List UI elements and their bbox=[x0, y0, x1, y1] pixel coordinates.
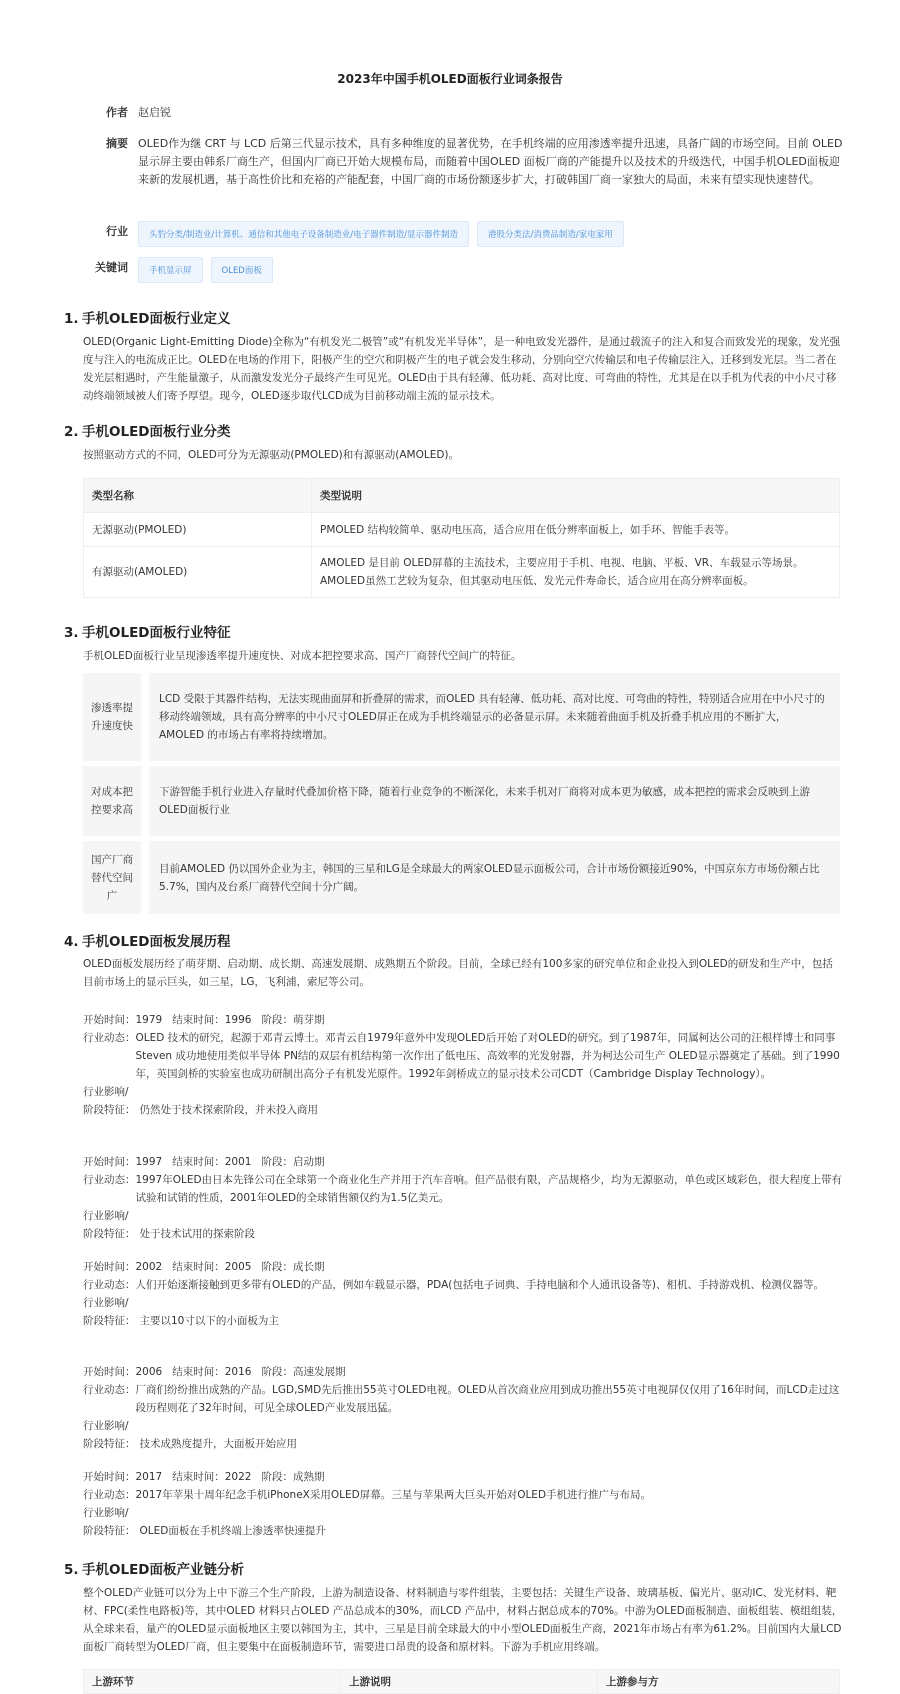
keyword-tag[interactable]: OLED面板 bbox=[211, 257, 273, 283]
history-stage bbox=[83, 1363, 843, 1453]
table-header: 类型说明 bbox=[312, 479, 840, 513]
feature-text: LCD 受限于其器件结构，无法实现曲面屏和折叠屏的需求，而OLED 具有轻薄、低功耗、高对比度、可弯曲的特性，特别适合应用在中小尺寸的移动终端领域，具有高分辨率的中小尺寸OLED屏正在成为手机终端显示的必备显示屏。未来随着曲面手机及折叠手机应用的不断扩大，AMOLED 的市场占有率将持续增加。 bbox=[149, 673, 840, 761]
summary-label: 摘要 bbox=[106, 137, 128, 150]
classification-table bbox=[83, 478, 840, 598]
feature-row bbox=[83, 673, 840, 761]
section-1-body: OLED(Organic Light-Emitting Diode)全称为“有机发光二极管”或“有机发光半导体”，是一种电致发光器件，是通过载流子的注入和复合而致发光的现象，发光强度与注入的电流成正比。OLED在电场的作用下，阳极产生的空穴和阴极产生的电子就会发生移动，分别向空穴传输层和电子传输层注入，迁移到发光层。当二者在发光层相遇时，产生能量激子，从而激发发光分子最终产生可见光。OLED由于具有轻薄、低功耗、高对比度、可弯曲的特性，尤其是在以手机为代表的中小尺寸移动终端领域被人们寄予厚望。现今，OLED逐步取代LCD成为目前移动端主流的显示技术。 bbox=[83, 336, 841, 402]
stage-impact: 行业影响/ bbox=[83, 1297, 129, 1309]
stage-feature: 阶段特征： 主要以10寸以下的小面板为主 bbox=[83, 1315, 279, 1327]
stage-phase: 启动期 bbox=[293, 1156, 325, 1168]
section-title: 手机OLED面板发展历程 bbox=[82, 934, 231, 950]
table-header-row bbox=[84, 479, 840, 513]
stage-start: 2002 bbox=[135, 1261, 163, 1273]
stage-impact: 行业影响/ bbox=[83, 1420, 129, 1432]
stage-phase: 成熟期 bbox=[293, 1471, 325, 1483]
stage-dynamic: 行业动态： 厂商们纷纷推出成熟的产品。LGD,SMD先后推出55英寸OLED电视。OLED从首次商业应用到成功推出55英寸电视屏仅仅用了16年时间，而LCD走过这段历程则花了32年时间，可见全球OLED产业发展迅猛。 bbox=[83, 1384, 840, 1414]
stage-feature: 阶段特征： 处于技术试用的探索阶段 bbox=[83, 1228, 255, 1240]
stage-impact: 行业影响/ bbox=[83, 1086, 129, 1098]
keywords-row bbox=[77, 257, 837, 283]
stage-feature: 阶段特征： OLED面板在手机终端上渗透率快速提升 bbox=[83, 1525, 326, 1537]
stage-phase: 成长期 bbox=[293, 1261, 325, 1273]
section-3-intro: 手机OLED面板行业呈现渗透率提升速度快、对成本把控要求高、国产厂商替代空间广的特征。 bbox=[83, 650, 522, 662]
summary-row bbox=[83, 135, 843, 189]
stage-end: 2001 bbox=[224, 1156, 252, 1168]
industry-label: 行业 bbox=[106, 225, 128, 238]
table-header: 上游参与方 bbox=[598, 1670, 840, 1694]
summary-text: OLED作为继 CRT 与 LCD 后第三代显示技术，具有多种维度的显著优势，在手机终端的应用渗透率提升迅速，具备广阔的市场空间。目前 OLED 显示屏主要由韩系厂商生产，但国内厂商已开始大规模布局，而随着中国OLED 面板厂商的产能提升以及技术的升级迭代，中国手机OLED面板迎来新的发展机遇，基于高性价比和充裕的产能配套，中国厂商的市场份额逐步扩大，打破韩国厂商一家独大的局面，未来有望实现快速替代。 bbox=[138, 137, 843, 186]
stage-impact: 行业影响/ bbox=[83, 1507, 129, 1519]
stage-end: 2022 bbox=[224, 1471, 252, 1483]
stage-phase: 萌芽期 bbox=[293, 1014, 325, 1026]
section-number: 4. bbox=[64, 934, 79, 950]
table-header: 上游环节 bbox=[84, 1670, 341, 1694]
stage-phase: 高速发展期 bbox=[293, 1366, 346, 1378]
stage-feature: 阶段特征： 技术成熟度提升，大面板开始应用 bbox=[83, 1438, 297, 1450]
stage-period: 开始时间：2006 结束时间：2016 阶段：高速发展期 bbox=[83, 1366, 346, 1378]
feature-text: 目前AMOLED 仍以国外企业为主，韩国的三星和LG是全球最大的两家OLED显示面板公司，合计市场份额接近90%，中国京东方市场份额占比5.7%，国内及台系厂商替代空间十分广阔。 bbox=[149, 841, 840, 914]
feature-row bbox=[83, 766, 840, 836]
table-cell: PMOLED 结构较简单、驱动电压高，适合应用在低分辨率面板上，如手环、智能手表等。 bbox=[312, 513, 840, 547]
section-3-heading bbox=[64, 621, 231, 641]
feature-label: 国产厂商替代空间广 bbox=[83, 841, 141, 914]
section-2-heading bbox=[64, 420, 231, 440]
report-title: 2023年中国手机OLED面板行业词条报告 bbox=[337, 72, 563, 86]
stage-dynamic: 行业动态： OLED 技术的研究，起源于邓青云博士。邓青云自1979年意外中发现OLED后开始了对OLED的研究。到了1987年，同属柯达公司的汪根样博士和同事 Steven 成功地使用类似半导体 PN结的双层有机结构第一次作出了低电压、高效率的光发射器，并为柯达公司生产 OLED显示器奠定了基础。到了1990年，英国剑桥的实验室也成功研制出高分子有机发光原件。1992年剑桥成立的显示技术公司CDT（Cambridge Display Technology）。 bbox=[83, 1032, 840, 1080]
section-title: 手机OLED面板行业分类 bbox=[82, 424, 231, 440]
stage-period: 开始时间：1979 结束时间：1996 阶段：萌芽期 bbox=[83, 1014, 325, 1026]
author-label: 作者 bbox=[106, 106, 128, 119]
table-cell: AMOLED 是目前 OLED屏幕的主流技术，主要应用于手机、电视、电脑、平板、VR、车载显示等场景。AMOLED虽然工艺较为复杂，但其驱动电压低、发光元件寿命长，适合应用在高分辨率面板。 bbox=[312, 547, 840, 598]
author-name: 赵启锐 bbox=[138, 106, 171, 119]
author-row bbox=[83, 104, 843, 122]
feature-label: 对成本把控要求高 bbox=[83, 766, 141, 836]
section-title: 手机OLED面板行业定义 bbox=[82, 311, 231, 327]
history-stage bbox=[83, 1258, 843, 1330]
keywords-label: 关键词 bbox=[95, 261, 128, 274]
stage-start: 2006 bbox=[135, 1366, 163, 1378]
table-cell: 有源驱动(AMOLED) bbox=[84, 547, 312, 598]
stage-end: 2016 bbox=[224, 1366, 252, 1378]
stage-end: 2005 bbox=[224, 1261, 252, 1273]
stage-start: 1979 bbox=[135, 1014, 163, 1026]
industry-tag[interactable]: 头豹分类/制造业/计算机、通信和其他电子设备制造业/电子器件制造/显示器件制造 bbox=[138, 221, 469, 247]
section-2-intro: 按照驱动方式的不同，OLED可分为无源驱动(PMOLED)和有源驱动(AMOLED)。 bbox=[83, 449, 460, 461]
section-number: 2. bbox=[64, 424, 79, 440]
stage-start: 2017 bbox=[135, 1471, 163, 1483]
stage-end: 1996 bbox=[224, 1014, 252, 1026]
stage-period: 开始时间：2017 结束时间：2022 阶段：成熟期 bbox=[83, 1471, 325, 1483]
section-number: 5. bbox=[64, 1562, 79, 1578]
stage-dynamic: 行业动态： 人们开始逐渐接触到更多带有OLED的产品，例如车载显示器，PDA(包括电子词典、手持电脑和个人通讯设备等)、相机、手持游戏机、检测仪器等。 bbox=[83, 1279, 824, 1291]
industry-tag[interactable]: 港股分类法/消费品制造/家电家用 bbox=[477, 221, 624, 247]
section-4-heading bbox=[64, 930, 231, 950]
feature-row bbox=[83, 841, 840, 914]
history-stage bbox=[83, 1011, 843, 1119]
industry-row bbox=[83, 221, 843, 247]
keyword-tags bbox=[138, 257, 837, 283]
stage-dynamic: 行业动态： 2017年苹果十周年纪念手机iPhoneX采用OLED屏幕。三星与苹果两大巨头开始对OLED手机进行推广与布局。 bbox=[83, 1489, 652, 1501]
section-1-heading bbox=[64, 307, 231, 327]
history-stage bbox=[83, 1468, 843, 1540]
stage-period: 开始时间：1997 结束时间：2001 阶段：启动期 bbox=[83, 1156, 325, 1168]
table-cell: 无源驱动(PMOLED) bbox=[84, 513, 312, 547]
history-stage bbox=[83, 1153, 843, 1243]
feature-label: 渗透率提升速度快 bbox=[83, 673, 141, 761]
table-header: 类型名称 bbox=[84, 479, 312, 513]
section-title: 手机OLED面板行业特征 bbox=[82, 625, 231, 641]
stage-period: 开始时间：2002 结束时间：2005 阶段：成长期 bbox=[83, 1261, 325, 1273]
stage-dynamic: 行业动态： 1997年OLED由日本先锋公司在全球第一个商业化生产并用于汽车音响。但产品很有限，产品规格少，均为无源驱动，单色或区域彩色，很大程度上带有试验和试销的性质，2001年OLED的全球销售额仅约为1.5亿美元。 bbox=[83, 1174, 843, 1204]
table-row bbox=[84, 547, 840, 598]
keyword-tag[interactable]: 手机显示屏 bbox=[138, 257, 203, 283]
section-5-heading bbox=[64, 1558, 244, 1578]
section-number: 1. bbox=[64, 311, 79, 327]
industry-tags bbox=[138, 221, 843, 247]
supply-chain-table bbox=[83, 1669, 840, 1694]
section-5-body: 整个OLED产业链可以分为上中下游三个生产阶段，上游为制造设备、材料制造与零件组装，主要包括：关键生产设备、玻璃基板、偏光片、驱动IC、发光材料、靶材、FPC(柔性电路板)等，其中OLED 材料只占OLED 产品总成本的30%，而LCD 产品中，材料占据总成本的70%。中游为OLED面板制造、面板组装、模组组装，从全球来看，量产的OLED显示面板地区主要以韩国为主，其中，三星是目前全球最大的中小型OLED面板生产商，2021年市场占有率为61.2%。目前国内大量LCD 面板厂商转型为OLED厂商，但主要集中在面板制造环节，需要进口昂贵的设备和原材料。下游为手机应用终端。 bbox=[83, 1587, 843, 1653]
feature-text: 下游智能手机行业进入存量时代叠加价格下降，随着行业竞争的不断深化，未来手机对厂商将对成本更为敏感，成本把控的需求会反映到上游OLED面板行业 bbox=[149, 766, 840, 836]
table-row bbox=[84, 513, 840, 547]
section-number: 3. bbox=[64, 625, 79, 641]
section-4-intro: OLED面板发展历经了萌芽期、启动期、成长期、高速发展期、成熟期五个阶段。目前，全球已经有100多家的研究单位和企业投入到OLED的研发和生产中，包括目前市场上的显示巨头，如三星，LG，飞利浦，索尼等公司。 bbox=[83, 958, 833, 988]
stage-impact: 行业影响/ bbox=[83, 1210, 129, 1222]
section-title: 手机OLED面板产业链分析 bbox=[82, 1562, 245, 1578]
table-header: 上游说明 bbox=[341, 1670, 598, 1694]
stage-start: 1997 bbox=[135, 1156, 163, 1168]
stage-feature: 阶段特征： 仍然处于技术探索阶段，并未投入商用 bbox=[83, 1104, 318, 1116]
table-header-row bbox=[84, 1670, 840, 1694]
